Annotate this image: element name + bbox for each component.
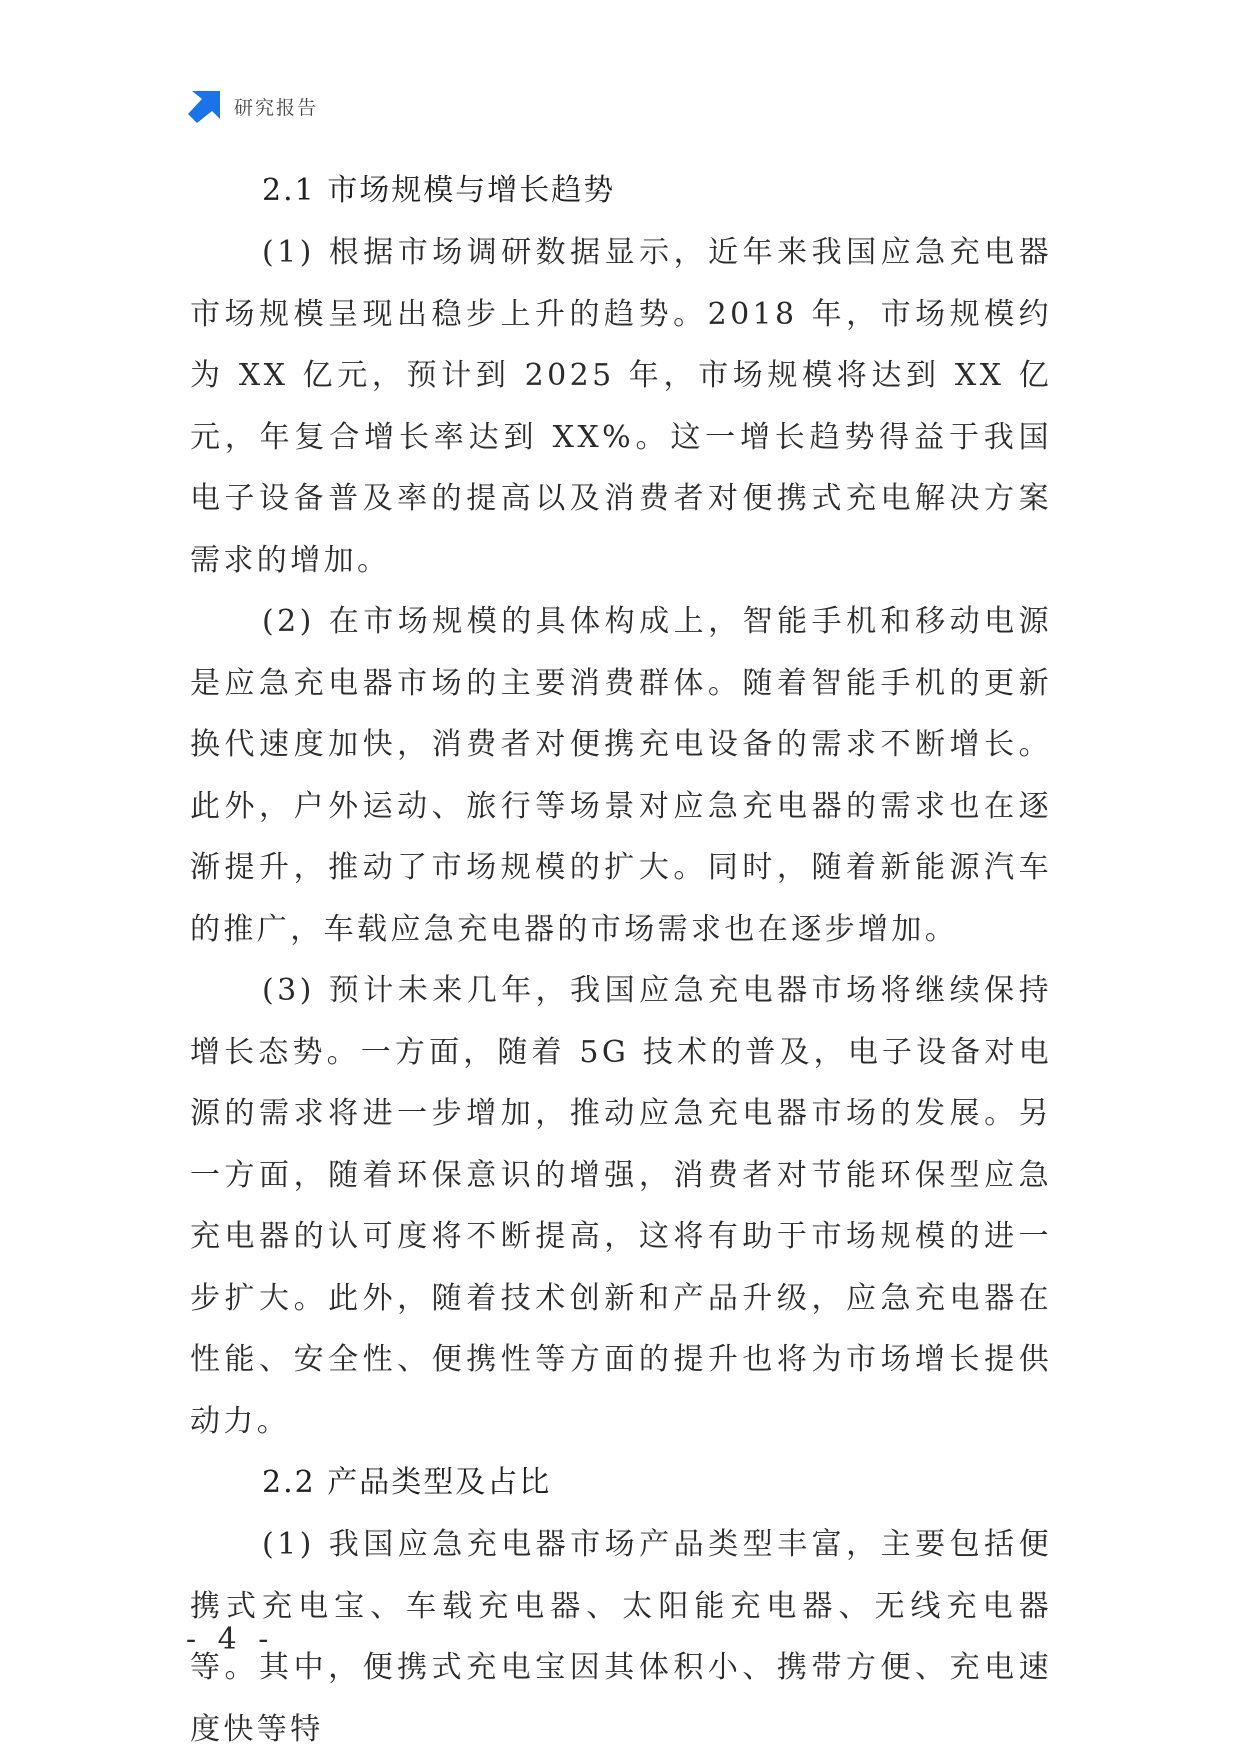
arrow-up-right-icon [188, 89, 222, 123]
section-2-1-paragraph-3: (3) 预计未来几年，我国应急充电器市场将继续保持增长态势。一方面，随着 5G 技术的普及，电子设备对电源的需求将进一步增加，推动应急充电器市场的发展。另一方面，随着环保意识的增强，消费者对节能环保型应急充电器的认可度将不断提高，这将有助于市场规模的进一步扩大。此外，随着技术创新和产品升级，应急充电器在性能、安全性、便携性等方面的提升也将为市场增长提供动力。 [190, 973, 1052, 1439]
page-number: - 4 - [186, 1622, 275, 1657]
section-2-1-paragraph-1: (1) 根据市场调研数据显示，近年来我国应急充电器市场规模呈现出稳步上升的趋势。2018 年，市场规模约为 XX 亿元，预计到 2025 年，市场规模将达到 XX 亿元，年复合增长率达到 XX%。这一增长趋势得益于我国电子设备普及率的提高以及消费者对便携式充电解决方案需求的增加。 [190, 235, 1052, 578]
section-2-2-paragraph-1: (1) 我国应急充电器市场产品类型丰富，主要包括便携式充电宝、车载充电器、太阳能充电器、无线充电器等。其中，便携式充电宝因其体积小、携带方便、充电速度快等特 [190, 1527, 1052, 1747]
section-heading-2-2: 2.2 产品类型及占比 [262, 1465, 552, 1500]
section-2-1-paragraph-2: (2) 在市场规模的具体构成上，智能手机和移动电源是应急充电器市场的主要消费群体。随着智能手机的更新换代速度加快，消费者对便携充电设备的需求不断增长。此外，户外运动、旅行等场景对应急充电器的需求也在逐渐提升，推动了市场规模的扩大。同时，随着新能源汽车的推广，车载应急充电器的市场需求也在逐步增加。 [190, 604, 1052, 947]
report-type-label: 研究报告 [234, 96, 319, 119]
section-heading-2-1: 2.1 市场规模与增长趋势 [262, 173, 616, 208]
report-header [188, 88, 318, 124]
document-body [190, 160, 1052, 1760]
